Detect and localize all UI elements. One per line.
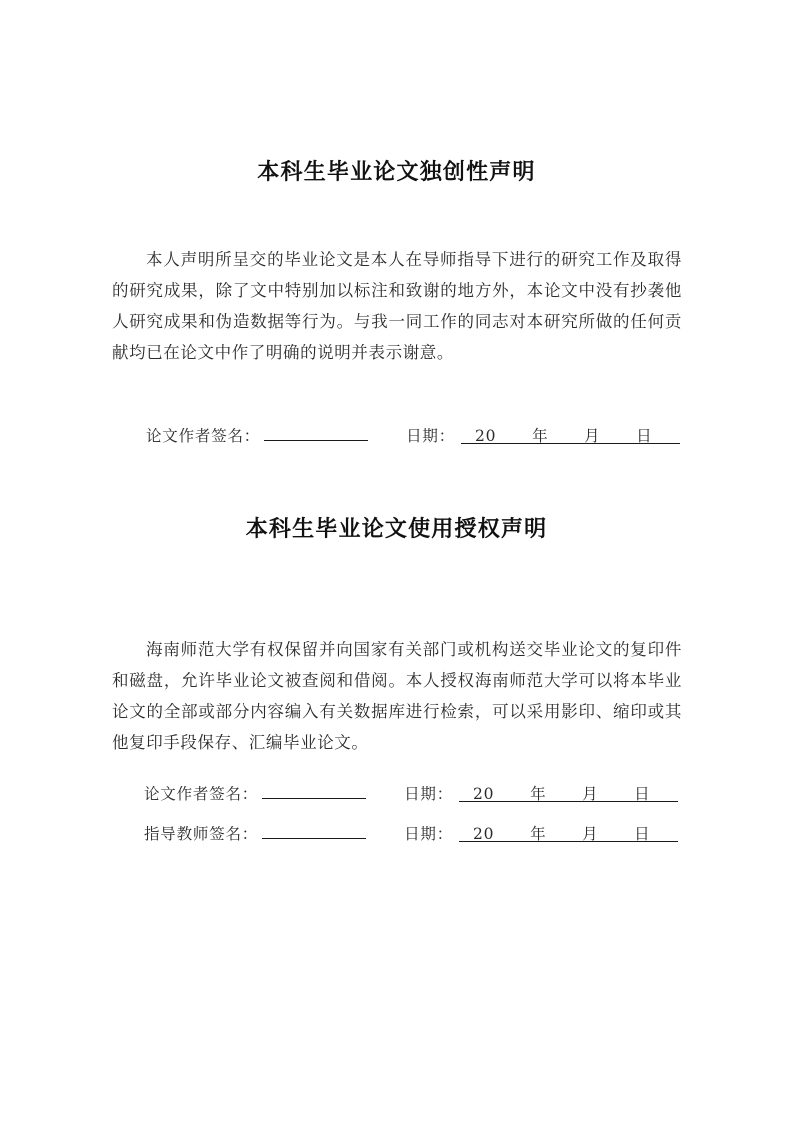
date-blank[interactable]	[459, 822, 678, 842]
date-month-unit: 月	[582, 785, 599, 803]
date-year-prefix: 20	[473, 825, 495, 843]
originality-statement-title: 本科生毕业论文独创性声明	[257, 158, 536, 184]
author-signature-label: 论文作者签名：	[144, 785, 259, 803]
date-label: 日期：	[404, 825, 454, 843]
advisor-signature-label: 指导教师签名：	[144, 825, 259, 843]
date-year-prefix: 20	[475, 427, 497, 445]
date-year-unit: 年	[530, 785, 547, 803]
originality-statement-paragraph: 本人声明所呈交的毕业论文是本人在导师指导下进行的研究工作及取得的研究成果，除了文中特别加以标注和致谢的地方外，本论文中没有抄袭他人研究成果和伪造数据等行为。与我一同工作的同志对本研究所做的任何贡献均已在论文中作了明确的说明并表示谢意。	[112, 249, 682, 362]
date-day-unit: 日	[634, 785, 651, 803]
authorization-author-signature-row	[144, 782, 678, 804]
authorization-statement-title: 本科生毕业论文使用授权声明	[245, 515, 548, 541]
date-year-unit: 年	[532, 427, 549, 445]
date-year-prefix: 20	[473, 785, 495, 803]
author-signature-label: 论文作者签名：	[146, 427, 261, 445]
date-year-unit: 年	[530, 825, 547, 843]
originality-signature-row	[146, 424, 680, 446]
authorization-advisor-signature-row	[144, 822, 678, 844]
date-blank[interactable]	[461, 424, 680, 444]
author-signature-blank[interactable]	[264, 425, 368, 441]
date-day-unit: 日	[634, 825, 651, 843]
date-day-unit: 日	[636, 427, 653, 445]
date-blank[interactable]	[459, 782, 678, 802]
date-label: 日期：	[404, 785, 454, 803]
author-signature-blank[interactable]	[262, 783, 366, 799]
date-label: 日期：	[406, 427, 456, 445]
advisor-signature-blank[interactable]	[262, 823, 366, 839]
authorization-statement-paragraph: 海南师范大学有权保留并向国家有关部门或机构送交毕业论文的复印件和磁盘，允许毕业论文被查阅和借阅。本人授权海南师范大学可以将本毕业论文的全部或部分内容编入有关数据库进行检索，可以采用影印、缩印或其他复印手段保存、汇编毕业论文。	[112, 639, 682, 752]
date-month-unit: 月	[584, 427, 601, 445]
date-month-unit: 月	[582, 825, 599, 843]
